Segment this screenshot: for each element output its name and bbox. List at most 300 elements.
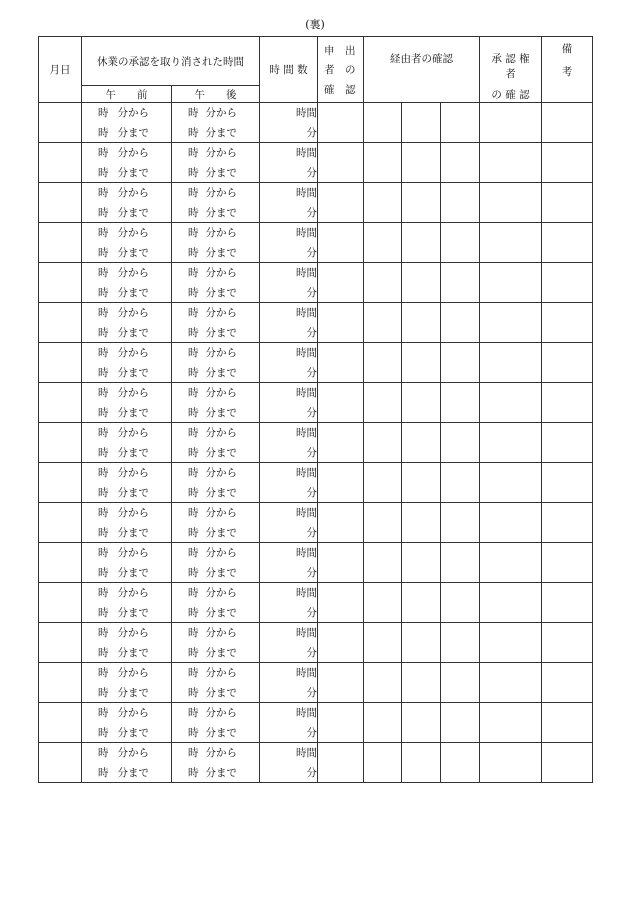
- hours-unit: 時間: [260, 743, 318, 763]
- minutes-unit: 分: [260, 723, 318, 743]
- minutes-unit: 分: [260, 563, 318, 583]
- authority-check-cell[interactable]: [480, 343, 542, 383]
- minutes-unit: 分: [260, 443, 318, 463]
- date-cell[interactable]: [39, 303, 82, 343]
- via-check-cell[interactable]: [402, 343, 441, 383]
- applicant-check-cell[interactable]: [318, 303, 364, 343]
- via-check-cell[interactable]: [441, 743, 480, 783]
- am-to-min: 分まで: [117, 566, 149, 579]
- date-cell[interactable]: [39, 583, 82, 623]
- authority-check-cell[interactable]: [480, 623, 542, 663]
- remarks-cell[interactable]: [542, 383, 593, 423]
- via-check-cell[interactable]: [364, 743, 402, 783]
- pm-from-min: 分から: [205, 627, 237, 640]
- pm-to-hour: 時: [188, 726, 199, 739]
- minutes-unit: 分: [260, 763, 318, 783]
- date-cell[interactable]: [39, 423, 82, 463]
- pm-from-min: 分から: [205, 587, 237, 600]
- pm-from-min: 分から: [205, 147, 237, 160]
- header-pm: 午 後: [172, 86, 260, 103]
- remarks-cell[interactable]: [542, 463, 593, 503]
- table-row: [39, 503, 593, 523]
- via-check-cell[interactable]: [441, 663, 480, 703]
- am-from-min: 分から: [117, 547, 149, 560]
- pm-from-min: 分から: [205, 427, 237, 440]
- am-from-hour: 時: [98, 387, 109, 400]
- via-check-cell[interactable]: [364, 503, 402, 543]
- pm-from-hour: 時: [188, 747, 199, 760]
- pm-from-hour: 時: [188, 667, 199, 680]
- am-to-min: 分まで: [117, 646, 149, 659]
- authority-check-cell[interactable]: [480, 543, 542, 583]
- via-check-cell[interactable]: [364, 103, 402, 143]
- applicant-check-cell[interactable]: [318, 663, 364, 703]
- am-to-min: 分まで: [117, 686, 149, 699]
- applicant-check-cell[interactable]: [318, 743, 364, 783]
- am-to-hour: 時: [98, 566, 109, 579]
- pm-from-min: 分から: [205, 547, 237, 560]
- remarks-cell[interactable]: [542, 743, 593, 783]
- am-from-min: 分から: [117, 347, 149, 360]
- via-check-cell[interactable]: [364, 143, 402, 183]
- via-check-cell[interactable]: [402, 703, 441, 743]
- via-check-cell[interactable]: [402, 183, 441, 223]
- pm-to-min: 分まで: [205, 126, 237, 139]
- remarks-cell[interactable]: [542, 703, 593, 743]
- pm-to-min: 分まで: [205, 326, 237, 339]
- applicant-check-cell[interactable]: [318, 183, 364, 223]
- pm-to-hour: 時: [188, 166, 199, 179]
- via-check-cell[interactable]: [441, 103, 480, 143]
- via-check-cell[interactable]: [402, 463, 441, 503]
- applicant-check-cell[interactable]: [318, 623, 364, 663]
- header-remarks: [542, 37, 593, 103]
- via-check-cell[interactable]: [364, 543, 402, 583]
- pm-from-hour: 時: [188, 707, 199, 720]
- hours-unit: 時間: [260, 543, 318, 563]
- hours-unit: 時間: [260, 143, 318, 163]
- am-from-min: 分から: [117, 467, 149, 480]
- pm-from-hour: 時: [188, 347, 199, 360]
- am-to-hour: 時: [98, 486, 109, 499]
- via-check-cell[interactable]: [364, 583, 402, 623]
- hours-unit: 時間: [260, 223, 318, 243]
- pm-to-min: 分まで: [205, 446, 237, 459]
- pm-to-hour: 時: [188, 566, 199, 579]
- authority-check-cell[interactable]: [480, 463, 542, 503]
- via-check-cell[interactable]: [441, 543, 480, 583]
- pm-from-min: 分から: [205, 267, 237, 280]
- minutes-unit: 分: [260, 403, 318, 423]
- hours-unit: 時間: [260, 263, 318, 283]
- pm-from-min: 分から: [205, 387, 237, 400]
- minutes-unit: 分: [260, 523, 318, 543]
- authority-check-cell[interactable]: [480, 183, 542, 223]
- minutes-unit: 分: [260, 603, 318, 623]
- am-from-hour: 時: [98, 267, 109, 280]
- minutes-unit: 分: [260, 483, 318, 503]
- pm-from-hour: 時: [188, 427, 199, 440]
- pm-from-min: 分から: [205, 107, 237, 120]
- via-check-cell[interactable]: [364, 623, 402, 663]
- pm-to-min: 分まで: [205, 366, 237, 379]
- applicant-check-cell[interactable]: [318, 103, 364, 143]
- via-check-cell[interactable]: [402, 623, 441, 663]
- via-check-cell[interactable]: [364, 223, 402, 263]
- am-to-hour: 時: [98, 726, 109, 739]
- applicant-check-cell[interactable]: [318, 143, 364, 183]
- via-check-cell[interactable]: [402, 743, 441, 783]
- minutes-unit: 分: [260, 203, 318, 223]
- am-to-hour: 時: [98, 366, 109, 379]
- date-cell[interactable]: [39, 263, 82, 303]
- date-cell[interactable]: [39, 503, 82, 543]
- am-from-min: 分から: [117, 707, 149, 720]
- pm-from-min: 分から: [205, 307, 237, 320]
- pm-to-hour: 時: [188, 326, 199, 339]
- via-check-cell[interactable]: [441, 143, 480, 183]
- am-from-hour: 時: [98, 227, 109, 240]
- pm-to-min: 分まで: [205, 486, 237, 499]
- hours-unit: 時間: [260, 663, 318, 683]
- date-cell[interactable]: [39, 343, 82, 383]
- am-from-hour: 時: [98, 107, 109, 120]
- am-to-hour: 時: [98, 686, 109, 699]
- via-check-cell[interactable]: [364, 463, 402, 503]
- pm-from-hour: 時: [188, 547, 199, 560]
- am-from-min: 分から: [117, 387, 149, 400]
- authority-check-cell[interactable]: [480, 663, 542, 703]
- pm-from-hour: 時: [188, 587, 199, 600]
- table-row: [39, 303, 593, 323]
- applicant-check-cell[interactable]: [318, 423, 364, 463]
- pm-to-hour: 時: [188, 246, 199, 259]
- am-to-min: 分まで: [117, 766, 149, 779]
- minutes-unit: 分: [260, 243, 318, 263]
- page-side-label: (裏): [305, 18, 325, 31]
- pm-to-hour: 時: [188, 646, 199, 659]
- applicant-check-cell[interactable]: [318, 543, 364, 583]
- pm-to-hour: 時: [188, 766, 199, 779]
- via-check-cell[interactable]: [441, 263, 480, 303]
- am-to-hour: 時: [98, 446, 109, 459]
- via-check-cell[interactable]: [402, 663, 441, 703]
- pm-from-hour: 時: [188, 227, 199, 240]
- am-to-min: 分まで: [117, 126, 149, 139]
- minutes-unit: 分: [260, 643, 318, 663]
- date-cell[interactable]: [39, 143, 82, 183]
- header-month-day: 月日: [39, 37, 82, 103]
- am-to-min: 分まで: [117, 246, 149, 259]
- hours-unit: 時間: [260, 383, 318, 403]
- via-check-cell[interactable]: [402, 263, 441, 303]
- via-check-cell[interactable]: [402, 303, 441, 343]
- remarks-cell[interactable]: [542, 583, 593, 623]
- via-check-cell[interactable]: [441, 303, 480, 343]
- via-check-cell[interactable]: [364, 383, 402, 423]
- date-cell[interactable]: [39, 383, 82, 423]
- am-to-min: 分まで: [117, 406, 149, 419]
- via-check-cell[interactable]: [402, 223, 441, 263]
- table-row: [39, 183, 593, 203]
- via-check-cell[interactable]: [402, 383, 441, 423]
- am-to-hour: 時: [98, 246, 109, 259]
- remarks-line-1: 備: [561, 43, 573, 55]
- date-cell[interactable]: [39, 103, 82, 143]
- hours-unit: 時間: [260, 423, 318, 443]
- date-cell[interactable]: [39, 623, 82, 663]
- am-from-min: 分から: [117, 747, 149, 760]
- am-from-min: 分から: [117, 147, 149, 160]
- am-from-hour: 時: [98, 627, 109, 640]
- table-row: [39, 423, 593, 443]
- applicant-check-cell[interactable]: [318, 383, 364, 423]
- applicant-check-cell[interactable]: [318, 223, 364, 263]
- authority-check-cell[interactable]: [480, 103, 542, 143]
- pm-from-min: 分から: [205, 707, 237, 720]
- pm-from-hour: 時: [188, 187, 199, 200]
- via-check-cell[interactable]: [364, 703, 402, 743]
- am-to-min: 分まで: [117, 486, 149, 499]
- am-from-min: 分から: [117, 587, 149, 600]
- pm-to-min: 分まで: [205, 646, 237, 659]
- remarks-cell[interactable]: [542, 663, 593, 703]
- authority-check-cell[interactable]: [480, 383, 542, 423]
- pm-to-min: 分まで: [205, 686, 237, 699]
- pm-to-min: 分まで: [205, 246, 237, 259]
- am-to-hour: 時: [98, 406, 109, 419]
- via-check-cell[interactable]: [441, 503, 480, 543]
- header-leave-cancel: 休業の承認を取り消された時間: [82, 37, 260, 86]
- am-to-min: 分まで: [117, 446, 149, 459]
- am-to-hour: 時: [98, 126, 109, 139]
- remarks-cell[interactable]: [542, 543, 593, 583]
- table-row: [39, 103, 593, 123]
- via-check-cell[interactable]: [441, 703, 480, 743]
- pm-to-hour: 時: [188, 526, 199, 539]
- am-to-min: 分まで: [117, 286, 149, 299]
- via-check-cell[interactable]: [364, 423, 402, 463]
- date-cell[interactable]: [39, 543, 82, 583]
- am-from-min: 分から: [117, 507, 149, 520]
- via-check-cell[interactable]: [441, 423, 480, 463]
- authority-check-cell[interactable]: [480, 223, 542, 263]
- via-check-cell[interactable]: [402, 103, 441, 143]
- via-check-cell[interactable]: [364, 303, 402, 343]
- pm-to-min: 分まで: [205, 406, 237, 419]
- header-am: 午 前: [82, 86, 172, 103]
- am-from-hour: 時: [98, 187, 109, 200]
- via-check-cell[interactable]: [441, 583, 480, 623]
- am-to-hour: 時: [98, 766, 109, 779]
- applicant-line-2: 者 の: [324, 64, 356, 76]
- via-check-cell[interactable]: [402, 143, 441, 183]
- hours-unit: 時間: [260, 463, 318, 483]
- remarks-cell[interactable]: [542, 263, 593, 303]
- authority-check-cell[interactable]: [480, 583, 542, 623]
- remarks-cell[interactable]: [542, 423, 593, 463]
- pm-from-hour: 時: [188, 267, 199, 280]
- am-from-hour: 時: [98, 707, 109, 720]
- date-cell[interactable]: [39, 223, 82, 263]
- table-row: [39, 223, 593, 243]
- am-from-min: 分から: [117, 227, 149, 240]
- remarks-cell[interactable]: [542, 623, 593, 663]
- am-from-hour: 時: [98, 547, 109, 560]
- hours-unit: 時間: [260, 623, 318, 643]
- via-check-cell[interactable]: [402, 583, 441, 623]
- header-applicant: [318, 37, 364, 103]
- pm-to-min: 分まで: [205, 606, 237, 619]
- via-check-cell[interactable]: [364, 663, 402, 703]
- via-check-cell[interactable]: [441, 623, 480, 663]
- remarks-cell[interactable]: [542, 223, 593, 263]
- minutes-unit: 分: [260, 283, 318, 303]
- pm-to-hour: 時: [188, 446, 199, 459]
- authority-check-cell[interactable]: [480, 423, 542, 463]
- via-check-cell[interactable]: [364, 263, 402, 303]
- am-from-min: 分から: [117, 107, 149, 120]
- pm-from-min: 分から: [205, 667, 237, 680]
- date-cell[interactable]: [39, 463, 82, 503]
- hours-unit: 時間: [260, 583, 318, 603]
- applicant-check-cell[interactable]: [318, 503, 364, 543]
- pm-from-hour: 時: [188, 147, 199, 160]
- pm-from-min: 分から: [205, 227, 237, 240]
- via-check-cell[interactable]: [441, 183, 480, 223]
- minutes-unit: 分: [260, 363, 318, 383]
- remarks-cell[interactable]: [542, 303, 593, 343]
- remarks-cell[interactable]: [542, 183, 593, 223]
- am-to-hour: 時: [98, 166, 109, 179]
- table-row: [39, 623, 593, 643]
- am-from-hour: 時: [98, 507, 109, 520]
- am-to-min: 分まで: [117, 606, 149, 619]
- applicant-check-cell[interactable]: [318, 263, 364, 303]
- hours-unit: 時間: [260, 343, 318, 363]
- am-to-min: 分まで: [117, 726, 149, 739]
- pm-from-hour: 時: [188, 307, 199, 320]
- authority-check-cell[interactable]: [480, 703, 542, 743]
- applicant-line-3: 確 認: [324, 83, 356, 96]
- am-from-min: 分から: [117, 307, 149, 320]
- applicant-check-cell[interactable]: [318, 583, 364, 623]
- header-authority: [480, 37, 542, 103]
- applicant-check-cell[interactable]: [318, 463, 364, 503]
- am-from-hour: 時: [98, 147, 109, 160]
- via-check-cell[interactable]: [441, 223, 480, 263]
- hours-unit: 時間: [260, 303, 318, 323]
- via-check-cell[interactable]: [441, 343, 480, 383]
- am-to-min: 分まで: [117, 166, 149, 179]
- authority-check-cell[interactable]: [480, 743, 542, 783]
- pm-to-hour: 時: [188, 686, 199, 699]
- table-row: [39, 343, 593, 363]
- authority-line-1: 承 認 権 者: [491, 53, 530, 80]
- pm-to-hour: 時: [188, 606, 199, 619]
- pm-to-min: 分まで: [205, 766, 237, 779]
- am-to-hour: 時: [98, 286, 109, 299]
- am-to-min: 分まで: [117, 326, 149, 339]
- pm-from-hour: 時: [188, 507, 199, 520]
- via-check-cell[interactable]: [441, 463, 480, 503]
- remarks-cell[interactable]: [542, 143, 593, 183]
- am-from-hour: 時: [98, 747, 109, 760]
- minutes-unit: 分: [260, 683, 318, 703]
- header-via: 経由者の確認: [364, 37, 480, 103]
- applicant-line-1: 申 出: [324, 44, 356, 57]
- remarks-cell[interactable]: [542, 103, 593, 143]
- pm-to-hour: 時: [188, 206, 199, 219]
- am-to-min: 分まで: [117, 206, 149, 219]
- minutes-unit: 分: [260, 163, 318, 183]
- table-row: [39, 663, 593, 683]
- am-from-min: 分から: [117, 667, 149, 680]
- authority-check-cell[interactable]: [480, 303, 542, 343]
- am-to-hour: 時: [98, 526, 109, 539]
- am-from-hour: 時: [98, 587, 109, 600]
- am-from-min: 分から: [117, 267, 149, 280]
- header-hours: 時 間 数: [260, 37, 318, 103]
- applicant-check-cell[interactable]: [318, 703, 364, 743]
- pm-to-min: 分まで: [205, 286, 237, 299]
- pm-from-hour: 時: [188, 107, 199, 120]
- hours-unit: 時間: [260, 703, 318, 723]
- table-row: [39, 463, 593, 483]
- via-check-cell[interactable]: [402, 543, 441, 583]
- date-cell[interactable]: [39, 663, 82, 703]
- pm-from-hour: 時: [188, 467, 199, 480]
- table-row: [39, 583, 593, 603]
- leave-cancellation-table: [38, 36, 593, 783]
- pm-to-hour: 時: [188, 406, 199, 419]
- am-from-min: 分から: [117, 427, 149, 440]
- via-check-cell[interactable]: [441, 383, 480, 423]
- pm-to-min: 分まで: [205, 166, 237, 179]
- date-cell[interactable]: [39, 183, 82, 223]
- pm-from-min: 分から: [205, 467, 237, 480]
- minutes-unit: 分: [260, 323, 318, 343]
- authority-check-cell[interactable]: [480, 503, 542, 543]
- am-to-hour: 時: [98, 646, 109, 659]
- via-check-cell[interactable]: [402, 423, 441, 463]
- authority-check-cell[interactable]: [480, 263, 542, 303]
- am-from-min: 分から: [117, 187, 149, 200]
- remarks-cell[interactable]: [542, 343, 593, 383]
- via-check-cell[interactable]: [402, 503, 441, 543]
- table-row: [39, 143, 593, 163]
- date-cell[interactable]: [39, 743, 82, 783]
- am-from-hour: 時: [98, 347, 109, 360]
- via-check-cell[interactable]: [364, 183, 402, 223]
- hours-unit: 時間: [260, 503, 318, 523]
- authority-check-cell[interactable]: [480, 143, 542, 183]
- am-to-hour: 時: [98, 326, 109, 339]
- am-to-hour: 時: [98, 606, 109, 619]
- pm-to-hour: 時: [188, 486, 199, 499]
- date-cell[interactable]: [39, 703, 82, 743]
- via-check-cell[interactable]: [364, 343, 402, 383]
- am-from-hour: 時: [98, 307, 109, 320]
- pm-from-min: 分から: [205, 187, 237, 200]
- pm-to-hour: 時: [188, 366, 199, 379]
- remarks-cell[interactable]: [542, 503, 593, 543]
- applicant-check-cell[interactable]: [318, 343, 364, 383]
- table-row: [39, 383, 593, 403]
- pm-to-min: 分まで: [205, 566, 237, 579]
- hours-unit: 時間: [260, 183, 318, 203]
- remarks-line-2: 考: [561, 66, 573, 78]
